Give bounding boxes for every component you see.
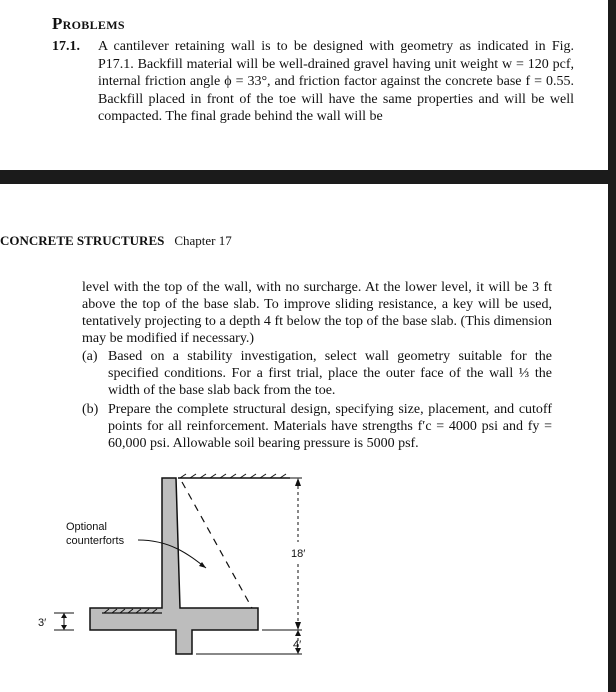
front-dimension [54, 613, 74, 630]
problem-text: A cantilever retaining wall is to be designed with geometry as indicated in Fig. P17.1. Backfill material will be well-drained gravel having unit weight w = 120 pcf, internal friction angle ϕ = 33°, and friction factor against the concrete base f = 0.55. Backfill placed in front of the toe will have the same properties and will be well compacted. The final grade behind the wall will be [98, 39, 574, 124]
part-b [82, 401, 552, 452]
page-top [0, 0, 616, 170]
part-b-label: (b) [82, 402, 99, 417]
running-head [0, 233, 232, 249]
retaining-wall-figure [30, 458, 320, 688]
chapter-label: Chapter 17 [174, 233, 232, 248]
height-label: 18′ [291, 548, 306, 560]
part-a-text: Based on a stability investigation, select wall geometry suitable for the specified conditions. For a first trial, place the outer face of the wall ⅓ the width of the base slab back from the toe. [108, 349, 552, 398]
callout-line-2: counterforts [66, 535, 125, 547]
problem-17-1 [52, 38, 574, 126]
key-label: 4′ [293, 639, 302, 651]
front-label: 3′ [38, 617, 47, 629]
page-divider [0, 170, 616, 184]
backfill-surface [178, 474, 290, 478]
scan-edge [608, 0, 616, 692]
section-heading: Problems [52, 14, 125, 33]
problem-number: 17.1. [52, 39, 80, 54]
part-a-label: (a) [82, 349, 98, 364]
part-a [82, 348, 552, 399]
counterfort-outline [182, 482, 252, 608]
part-b-text: Prepare the complete structural design, specifying size, placement, and cutoff points for all reinforcement. Materials have strengths f′c = 4000 psi and fy = 60,000 psi. Allowable soil bearing pressure is 5000 psf. [108, 402, 552, 451]
key-dimension [196, 630, 302, 654]
callout-line-1: Optional [66, 521, 107, 533]
wall-section [90, 478, 258, 654]
book-title: CONCRETE STRUCTURES [0, 233, 165, 248]
continuation-text: level with the top of the wall, with no surcharge. At the lower level, it will be 3 ft above the top of the base slab. To improve sliding resistance, a key will be used, tentatively projecting to a depth 4 ft below the top of the base slab. (This dimension may be modified if necessary.) [82, 280, 552, 346]
